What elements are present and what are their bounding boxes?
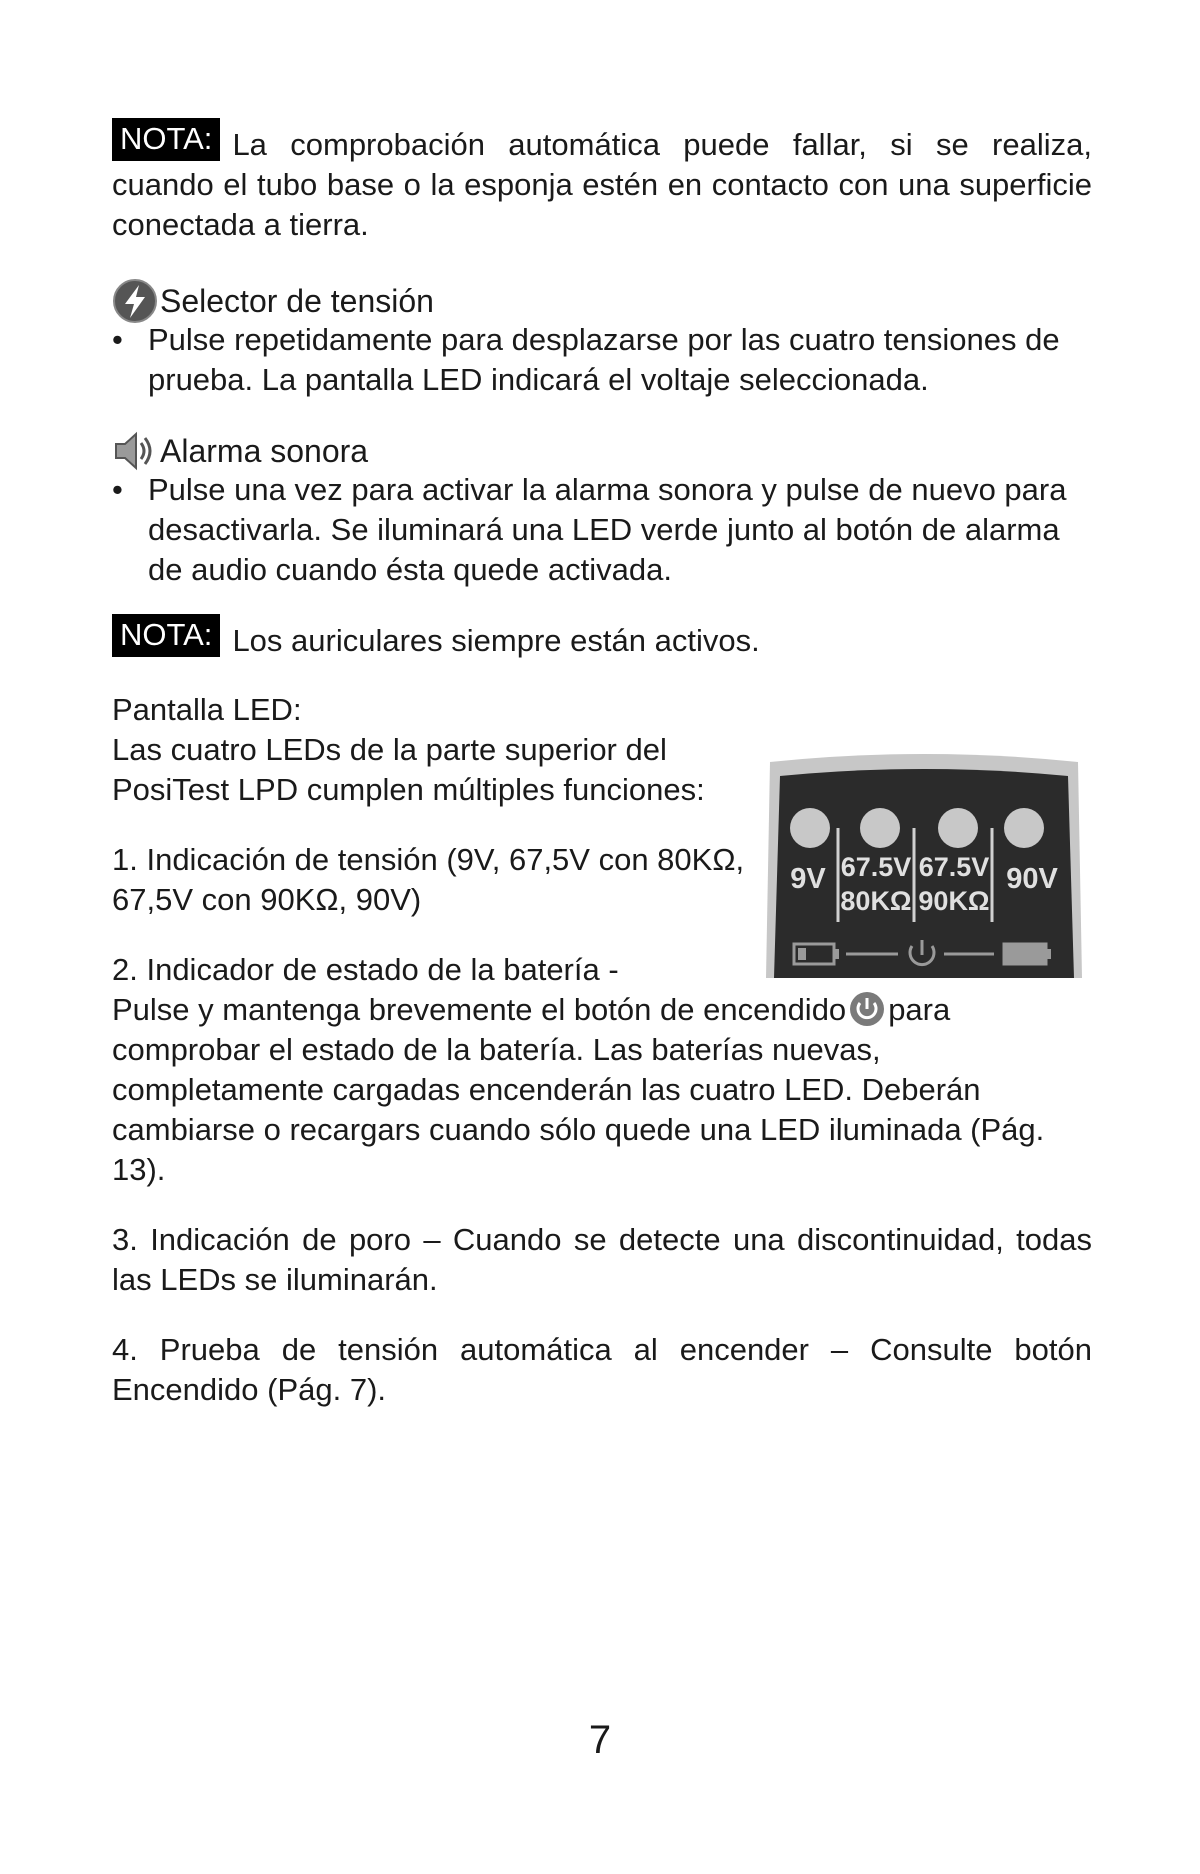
note-1-text: La comprobación automática puede fallar, si se realiza, cuando el tubo base o la esponja estén en contacto con una superficie conectada a tierra.: [112, 127, 1092, 242]
led-indicator-2: [860, 808, 900, 848]
page-number: 7: [588, 1718, 612, 1762]
led-item-1: 1. Indicación de tensión (9V, 67,5V con 80KΩ, 67,5V con 90KΩ, 90V): [112, 842, 745, 917]
panel-label-67-5v-b: 67.5V: [918, 852, 990, 882]
panel-label-67-5v-a: 67.5V: [840, 852, 912, 882]
speaker-icon: [112, 428, 158, 474]
audio-alarm-title: Alarma sonora: [160, 433, 369, 469]
led-display-heading: Pantalla LED:: [112, 692, 302, 727]
nota-badge: NOTA:: [112, 118, 220, 161]
led-indicator-1: [790, 808, 830, 848]
led-item-2-title: 2. Indicador de estado de la batería -: [112, 952, 619, 987]
voltage-selector-bullet: [112, 320, 1102, 400]
note-2-text: Los auriculares siempre están activos.: [232, 623, 760, 658]
led-item-4: 4. Prueba de tensión automática al encender – Consulte botón Encendido (Pág. 7).: [112, 1332, 1092, 1407]
bullet-dot: •: [112, 322, 123, 357]
led-indicator-4: [1004, 808, 1044, 848]
bullet-dot: •: [112, 472, 123, 507]
led-item-2-after-icon: para comprobar el estado de la batería. Las baterías nuevas, completamente cargadas encenderán las cuatro LED. Deberán cambiarse o recargars cuando sólo quede una LED iluminada (Pág. 13).: [112, 992, 1045, 1187]
voltage-selector-title: Selector de tensión: [160, 283, 434, 319]
panel-label-90v: 90V: [1006, 863, 1058, 895]
lightning-icon: [112, 278, 158, 324]
voltage-selector-text: Pulse repetidamente para desplazarse por las cuatro tensiones de prueba. La pantalla LED indicará el voltaje seleccionada.: [148, 322, 1060, 397]
led-panel-illustration: [766, 752, 1082, 978]
panel-sublabel-90k: 90KΩ: [918, 886, 990, 916]
audio-alarm-bullet: [112, 470, 1102, 590]
led-item-2-body: [112, 990, 1072, 1190]
nota-badge: NOTA:: [112, 614, 220, 657]
power-button-icon: [848, 990, 886, 1028]
voltage-selector-heading: [112, 278, 434, 324]
note-paragraph-1: [112, 118, 1092, 245]
audio-alarm-text: Pulse una vez para activar la alarma sonora y pulse de nuevo para desactivarla. Se iluminará una LED verde junto al botón de alarma de audio cuando ésta quede activada.: [148, 472, 1067, 587]
led-item-2-before-icon: Pulse y mantenga brevemente el botón de encendido: [112, 992, 847, 1027]
panel-sublabel-80k: 80KΩ: [840, 886, 912, 916]
led-indicator-3: [938, 808, 978, 848]
led-display-intro: Las cuatro LEDs de la parte superior del PosiTest LPD cumplen múltiples funciones:: [112, 732, 705, 807]
panel-label-9v: 9V: [790, 863, 826, 895]
note-paragraph-2: [112, 614, 1092, 661]
led-item-3: 3. Indicación de poro – Cuando se detecte una discontinuidad, todas las LEDs se iluminarán.: [112, 1222, 1092, 1297]
audio-alarm-heading: [112, 428, 368, 474]
